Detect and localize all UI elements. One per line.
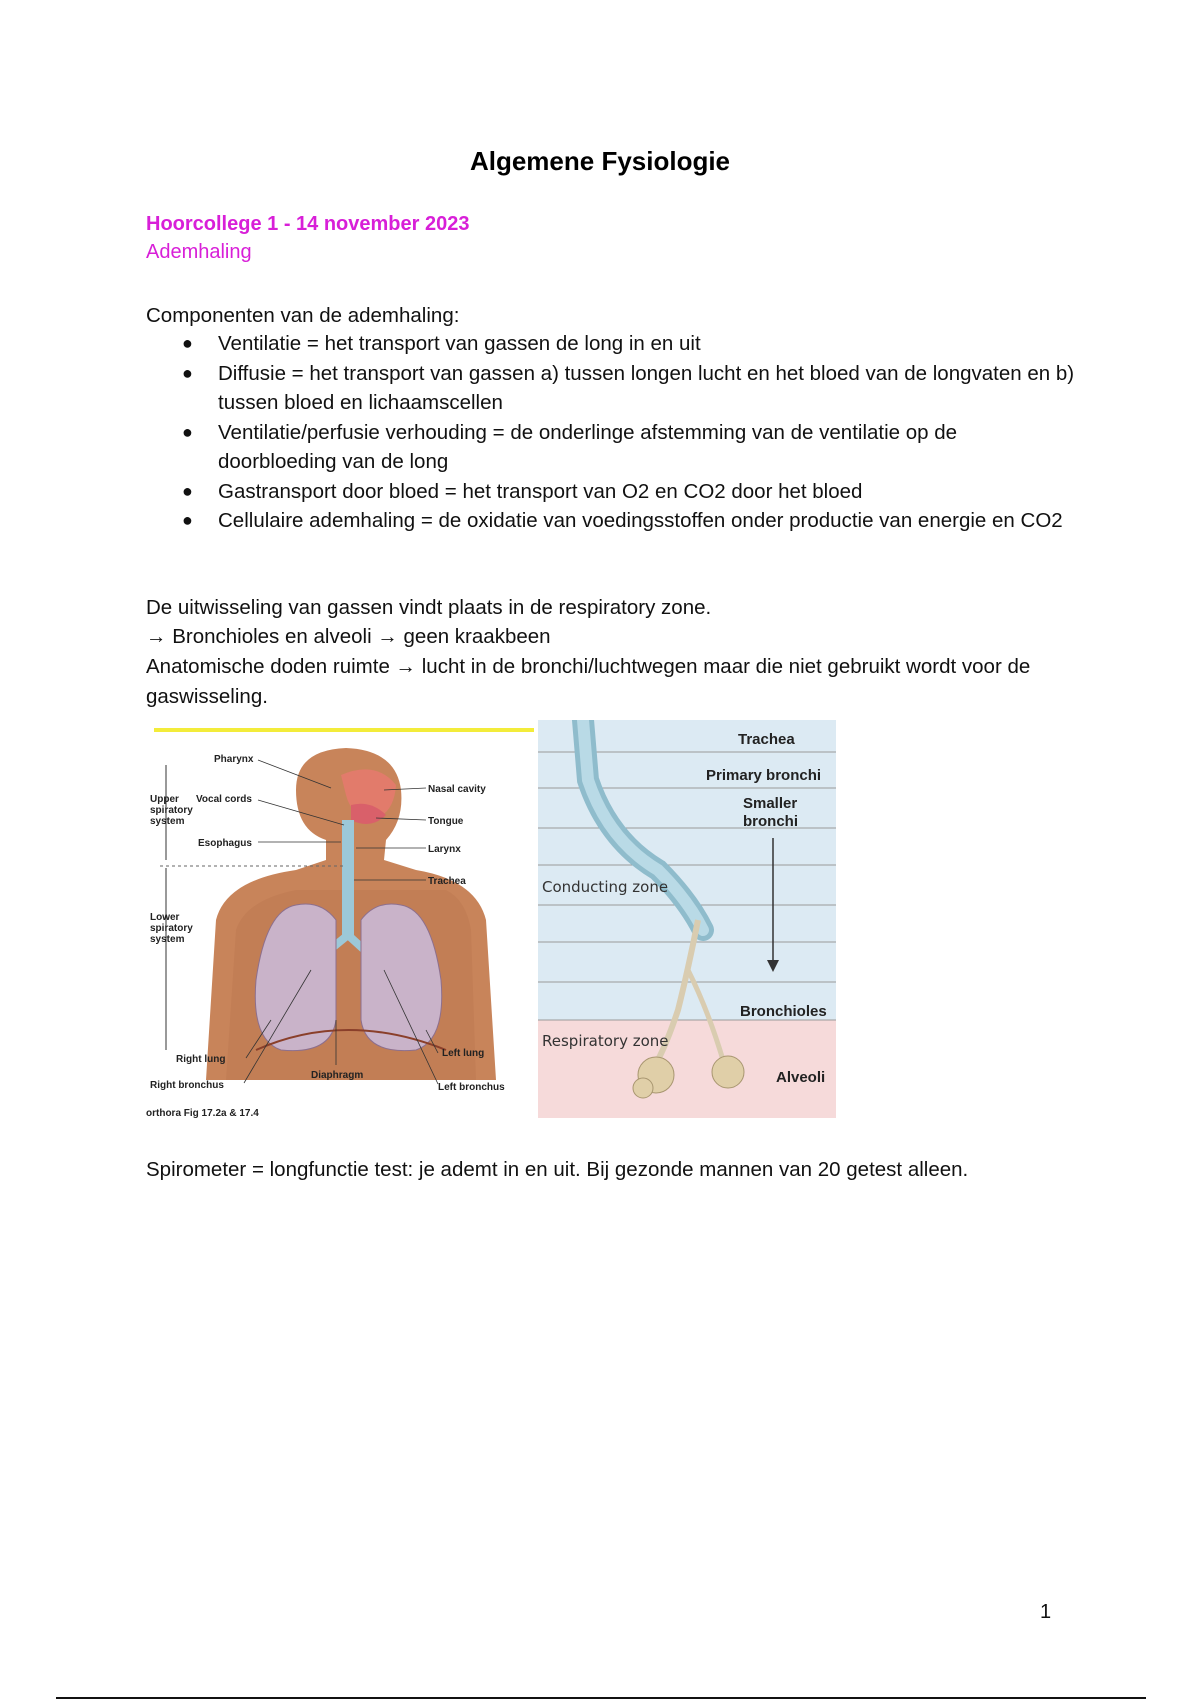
list-item-text: Cellulaire ademhaling = de oxidatie van voedingsstoffen onder productie van energie en CO2: [218, 509, 1063, 532]
lower-system-line-1: Lower: [150, 912, 180, 923]
bullet-icon: ●: [182, 333, 193, 353]
label-respiratory-zone: Respiratory zone: [542, 1032, 669, 1050]
label-conducting-zone: Conducting zone: [542, 878, 669, 896]
bullet-icon: ●: [182, 510, 193, 530]
bronchioles-note: → Bronchioles en alveoli → geen kraakbeen: [146, 625, 551, 648]
page-number: 1: [1040, 1601, 1052, 1623]
bullet-icon: ●: [182, 480, 193, 501]
label-alveoli: Alveoli: [776, 1069, 826, 1086]
smaller-bronchi-line-2: bronchi: [743, 813, 798, 830]
lower-system-line-2: spiratory: [150, 923, 193, 934]
label-right-lung: Right lung: [176, 1054, 226, 1065]
label-bronchioles: Bronchioles: [740, 1003, 827, 1020]
label-pharynx: Pharynx: [214, 754, 254, 765]
label-diaphragm: Diaphragm: [311, 1070, 364, 1081]
label-vocal-cords: Vocal cords: [196, 794, 252, 805]
upper-system-line-3: system: [150, 816, 185, 827]
components-list: [146, 329, 1076, 536]
lecture-heading: Hoorcollege 1 - 14 november 2023: [146, 213, 470, 235]
gas-exchange-paragraph: De uitwisseling van gassen vindt plaats in de respiratory zone.: [146, 596, 712, 619]
list-item: [146, 359, 1076, 418]
label-esophagus: Esophagus: [198, 838, 252, 849]
label-left-lung: Left lung: [442, 1048, 485, 1059]
label-primary-bronchi: Primary bronchi: [706, 767, 822, 784]
label-trachea-left: Trachea: [428, 876, 466, 887]
airway-zones-diagram: [538, 720, 836, 1118]
upper-system-line-2: spiratory: [150, 805, 193, 816]
list-item-text: Ventilatie = het transport van gassen de long in en uit: [218, 332, 701, 355]
label-smaller-bronchi: [743, 795, 801, 830]
topic-subheading: Ademhaling: [146, 241, 252, 263]
document-title: Algemene Fysiologie: [469, 146, 731, 176]
label-tongue: Tongue: [428, 816, 464, 827]
list-item: [146, 329, 1076, 359]
list-item: [146, 477, 1076, 507]
list-item: [146, 506, 1076, 536]
label-right-bronchus: Right bronchus: [150, 1080, 224, 1091]
lower-system-line-3: system: [150, 934, 185, 945]
label-larynx: Larynx: [428, 844, 461, 855]
label-left-bronchus: Left bronchus: [438, 1082, 505, 1093]
smaller-bronchi-line-1: Smaller: [743, 795, 798, 812]
label-trachea-right: Trachea: [738, 731, 795, 748]
bullet-icon: ●: [182, 362, 193, 383]
anatomy-illustration: [146, 720, 536, 1118]
upper-system-line-1: Upper: [150, 794, 179, 805]
components-intro: Componenten van de ademhaling:: [146, 304, 460, 327]
figure-source-caption: orthora Fig 17.2a & 17.4: [146, 1108, 259, 1118]
list-item: [146, 418, 1076, 477]
list-item-text: Gastransport door bloed = het transport van O2 en CO2 door het bloed: [218, 479, 863, 503]
spirometer-paragraph: Spirometer = longfunctie test: je ademt in en uit. Bij gezonde mannen van 20 getest alleen.: [146, 1158, 969, 1181]
label-nasal-cavity: Nasal cavity: [428, 784, 486, 795]
respiratory-system-figure: [146, 720, 836, 1118]
footer-divider: [56, 1697, 1146, 1699]
dead-space-paragraph: Anatomische doden ruimte → lucht in de bronchi/luchtwegen maar die niet gebruikt wordt voor de gaswisseling.: [146, 655, 1031, 708]
list-item-text: Ventilatie/perfusie verhouding = de onderlinge afstemming van de ventilatie op de doorbloeding van de long: [218, 420, 958, 473]
list-item-text: Diffusie = het transport van gassen a) tussen longen lucht en het bloed van de longvaten en b) tussen bloed en lichaamscellen: [218, 361, 1075, 414]
bullet-icon: ●: [182, 421, 193, 442]
